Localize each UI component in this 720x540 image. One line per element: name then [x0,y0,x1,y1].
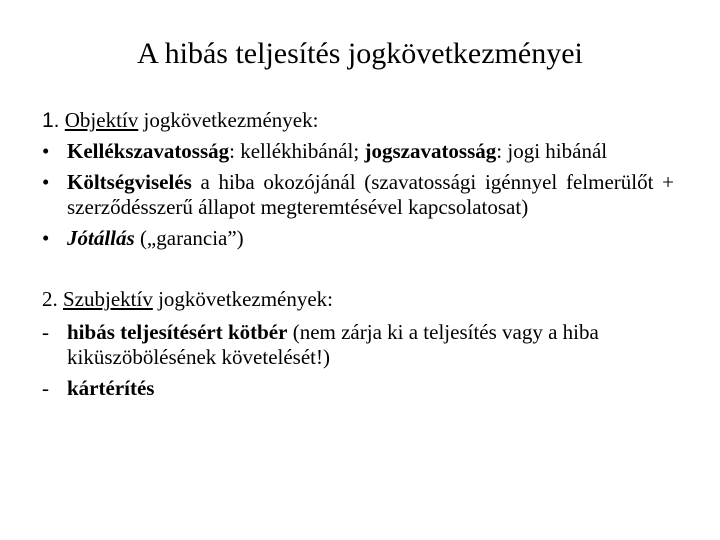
section-1-number: 1. [42,109,60,132]
section-2-number: 2. [42,287,58,311]
slide-title: A hibás teljesítés jogkövetkezményei [137,37,583,70]
section-2-heading [42,287,674,312]
bullet-kellekszavatossag [42,139,674,164]
item-karterites [42,376,674,401]
bullet-1-bold-2: jogszavatosság [364,139,497,163]
section-1-heading [42,108,674,133]
slide-content [42,108,674,407]
section-2-heading-rest: jogkövetkezmények: [152,287,334,311]
section-2-heading-keyword: Szubjektív [63,287,153,311]
item-1-bold: hibás teljesítésért kötbér [67,320,288,344]
bullet-1-bold: Kellékszavatosság [67,139,230,163]
bullet-2-text: a hiba okozójánál (szavatossági igénnyel felmerülőt + szerződésszerű állapot megteremtésével kapcsolatosat) [67,170,674,219]
section-1-bullet-list [42,139,674,251]
section-1-heading-keyword: Objektív [64,108,139,132]
bullet-koltsegviseles [42,170,674,220]
item-1-text: (nem zárja ki a teljesítés vagy a hiba kiküszöbölésének követelését!) [67,320,599,369]
item-kotber [42,320,674,370]
bullet-2-bold: Költségviselés [67,170,192,194]
bullet-jotallas [42,226,674,251]
item-2-bold: kártérítés [67,376,155,400]
bullet-1-text: : kellékhibánál; [229,139,365,163]
bullet-3-bold-italic: Jótállás [67,226,135,250]
bullet-3-text: („garancia”) [134,226,244,250]
section-2-list [42,320,674,401]
item-2-dash: - [42,376,49,400]
item-1-dash: - [42,320,49,344]
bullet-1-text-2: : jogi hibánál [496,139,608,163]
section-1-heading-rest: jogkövetkezmények: [138,108,319,132]
